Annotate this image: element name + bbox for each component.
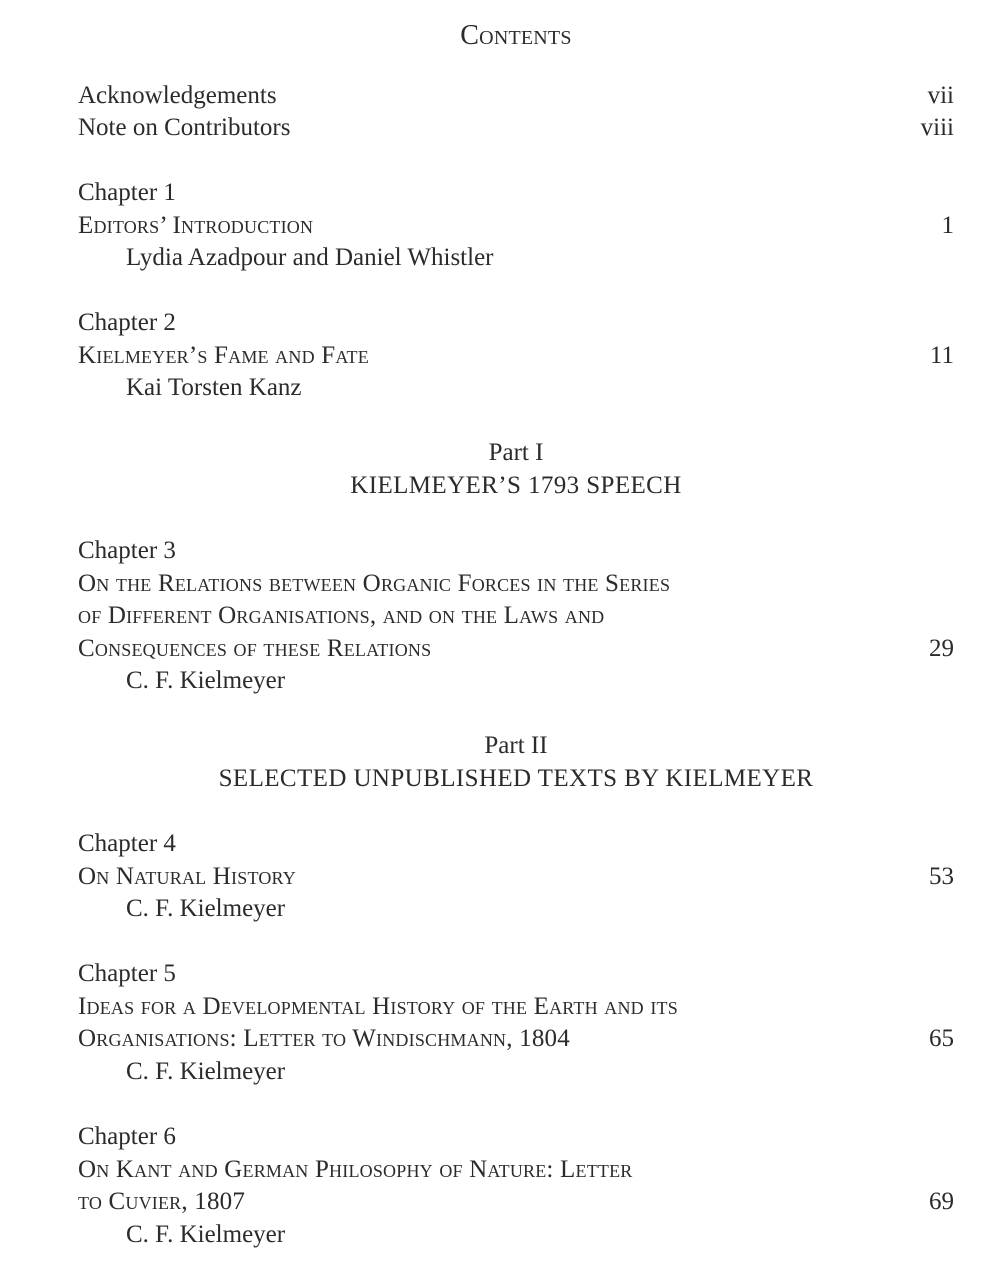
chapter-author: C. F. Kielmeyer <box>126 1220 286 1248</box>
part-1-heading <box>0 437 1005 502</box>
chapter-number: Chapter 2 <box>78 309 176 336</box>
chapter-title-line: Consequences of these Relations <box>78 634 432 662</box>
part-2-heading <box>0 730 1005 795</box>
front-entry-acknowledgements[interactable] <box>78 80 954 113</box>
chapter-1-entry[interactable] <box>78 177 954 275</box>
page-number: 69 <box>929 1188 954 1215</box>
chapter-author: Kai Torsten Kanz <box>126 374 302 401</box>
chapter-3-entry[interactable] <box>78 535 954 698</box>
chapter-author: C. F. Kielmeyer <box>126 667 286 694</box>
part-label: Part I <box>488 439 544 466</box>
page-number: 11 <box>929 341 954 369</box>
chapter-title: Kielmeyer’s Fame and Fate <box>78 341 369 369</box>
page-number: viii <box>920 114 954 141</box>
chapter-title-line: of Different Organisations, and on the Laws and <box>78 602 605 629</box>
chapter-title: On Natural History <box>78 862 296 890</box>
chapter-title: Editors’ Introduction <box>78 211 314 239</box>
page-title: Contents <box>460 20 572 51</box>
front-entry-contributors[interactable] <box>78 112 954 145</box>
page-number: 53 <box>929 862 954 890</box>
chapter-author: C. F. Kielmeyer <box>126 1057 286 1085</box>
chapter-number: Chapter 3 <box>78 537 176 564</box>
entry-label: Acknowledgements <box>78 82 277 109</box>
chapter-title-line: Organisations: Letter to Windischmann, 1804 <box>78 1025 570 1052</box>
entry-label: Note on Contributors <box>78 114 291 141</box>
chapter-number: Chapter 6 <box>78 1123 176 1150</box>
chapter-author: C. F. Kielmeyer <box>126 895 286 922</box>
chapter-title-line: Ideas for a Developmental History of the Earth and its <box>78 992 678 1020</box>
chapter-author: Lydia Azadpour and Daniel Whistler <box>126 244 494 271</box>
part-title: KIELMEYER’S 1793 SPEECH <box>350 471 682 499</box>
chapter-title-line: to Cuvier, 1807 <box>78 1188 246 1215</box>
page-number: 65 <box>929 1025 954 1052</box>
chapter-title-line: On Kant and German Philosophy of Nature: Letter <box>78 1155 633 1183</box>
chapter-number: Chapter 1 <box>78 179 176 206</box>
part-label: Part II <box>484 732 548 759</box>
page-number: 1 <box>941 211 954 239</box>
chapter-6-entry[interactable] <box>78 1121 954 1251</box>
chapter-2-entry[interactable] <box>78 307 954 405</box>
chapter-number: Chapter 4 <box>78 830 176 857</box>
part-title: SELECTED UNPUBLISHED TEXTS BY KIELMEYER <box>218 764 814 792</box>
chapter-title-line: On the Relations between Organic Forces in the Series <box>78 569 671 597</box>
chapter-4-entry[interactable] <box>78 828 954 926</box>
page-number: vii <box>927 82 954 109</box>
chapter-5-entry[interactable] <box>78 958 954 1088</box>
page-number: 29 <box>929 634 954 662</box>
chapter-number: Chapter 5 <box>78 960 176 987</box>
